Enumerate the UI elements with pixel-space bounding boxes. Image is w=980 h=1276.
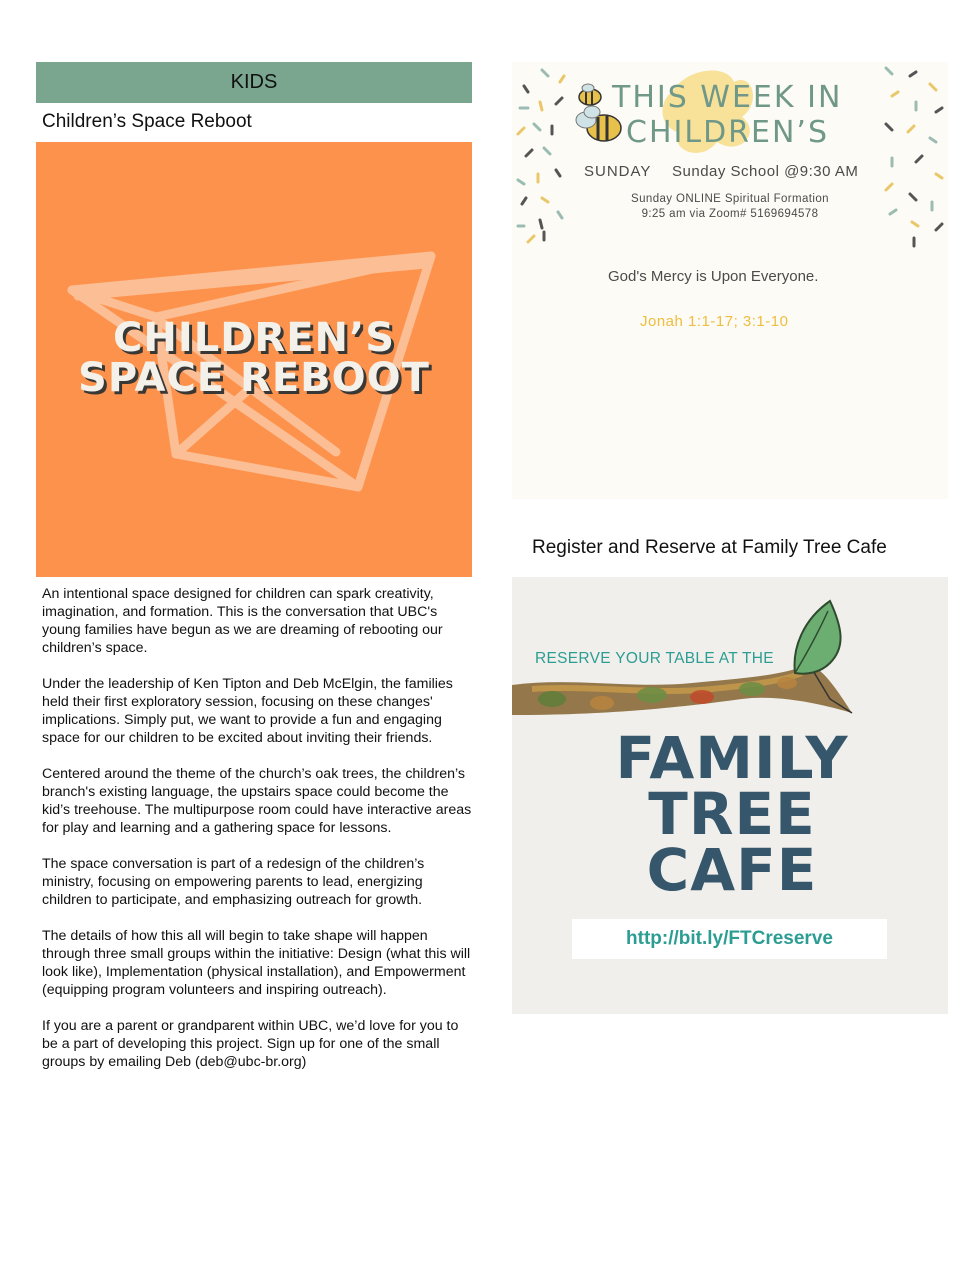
sunday-school-time: Sunday School @9:30 AM xyxy=(672,163,859,180)
sunday-label: SUNDAY xyxy=(584,163,652,180)
lesson-title: God's Mercy is Upon Everyone. xyxy=(608,268,819,285)
reserve-link-box[interactable] xyxy=(572,919,887,959)
article-paragraph: Under the leadership of Ken Tipton and Deb McElgin, the families held their first exploratory session, focusing on these changes' implications. Simply put, we want to provide a fun and engaging space for our children to be excited about inviting their friends. xyxy=(42,676,453,746)
article-paragraph: Centered around the theme of the church’s oak trees, the children’s branch's existing language, the upstairs space could become the kid’s treehouse. The multipurpose room could have interactive areas for play and learning and a gathering space for lessons. xyxy=(42,766,472,836)
week-title-line-1: THIS WEEK IN xyxy=(612,80,843,115)
section-header-kids: KIDS xyxy=(36,62,472,103)
week-title-line-2: CHILDREN’S xyxy=(626,115,829,150)
article-paragraph: An intentional space designed for children can spark creativity, imagination, and formation. This is the conversation that UBC's young families have begun as we are dreaming of rebooting our children’s space. xyxy=(42,586,443,656)
reserve-link[interactable]: http://bit.ly/FTCreserve xyxy=(626,928,833,949)
zoom-info: 9:25 am via Zoom# 5169694578 xyxy=(641,208,819,220)
online-formation: Sunday ONLINE Spiritual Formation xyxy=(631,193,829,205)
article-title: Children’s Space Reboot xyxy=(42,111,252,132)
article-paragraph: If you are a parent or grandparent within UBC, we’d love for you to be a part of developing this project. Sign up for one of the small groups by emailing Deb (deb@ubc-br.org) xyxy=(42,1018,459,1070)
cafe-name-line-1: FAMILY xyxy=(615,724,849,792)
childrens-space-reboot-graphic xyxy=(36,142,472,577)
cafe-section-title: Register and Reserve at Family Tree Cafe xyxy=(532,537,887,558)
article-paragraph: The details of how this all will begin to take shape will happen through three small groups within the initiative: Design (what this will look like), Implementation (physical installation), and Empowerment (equipping program volunteers and inspiring outreach). xyxy=(42,928,471,998)
bee-icon xyxy=(579,84,601,105)
cafe-name-line-2: TREE xyxy=(648,780,816,848)
cafe-name-line-3: CAFE xyxy=(646,836,818,904)
this-week-graphic xyxy=(512,62,948,499)
family-tree-cafe-graphic xyxy=(512,577,948,1014)
graphic-title-line-2: SPACE REBOOT xyxy=(78,355,430,401)
article-body xyxy=(42,585,472,1089)
scripture-reference: Jonah 1:1-17; 3:1-10 xyxy=(640,313,789,330)
reserve-text: RESERVE YOUR TABLE AT THE xyxy=(535,650,774,667)
graphic-title-line-1: CHILDREN’S xyxy=(112,315,395,361)
article-paragraph: The space conversation is part of a redesign of the children’s ministry, focusing on empowering parents to lead, energizing children to participate, and emphasizing outreach for growth. xyxy=(42,856,425,908)
